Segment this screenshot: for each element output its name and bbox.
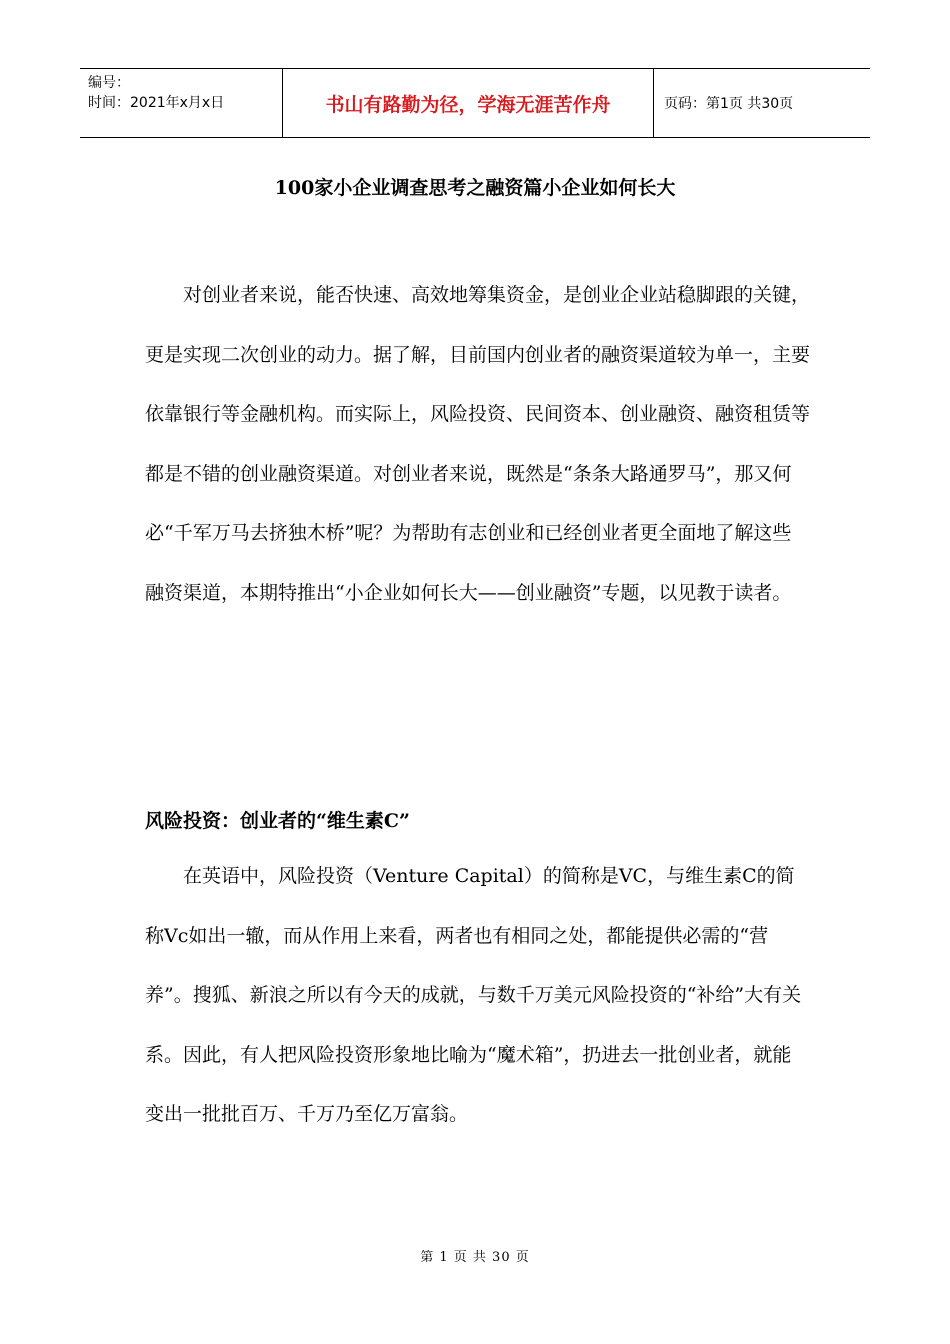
header-page-info <box>654 69 870 137</box>
motto-text: 书山有路勤为径，学海无涯苦作舟 <box>325 93 611 116</box>
header-meta <box>80 69 282 137</box>
document-header <box>80 68 870 138</box>
page-footer: 第 1 页 共 30 页 <box>420 1250 530 1265</box>
date-label: 时间：2021年x月x日 <box>88 95 225 111</box>
intro-paragraph: 对创业者来说，能否快速、高效地筹集资金，是创业企业站稳脚跟的关键，更是实现二次创业的动力。据了解，目前国内创业者的融资渠道较为单一，主要依靠银行等金融机构。而实际上，风险投资、民间资本、创业融资、融资租赁等都是不错的创业融资渠道。对创业者来说，既然是“条条大路通罗马”，那又何必“千军万马去挤独木桥”呢？为帮助有志创业和已经创业者更全面地了解这些融资渠道，本期特推出“小企业如何长大——创业融资”专题，以见教于读者。 <box>145 284 811 604</box>
body-paragraph: 在英语中，风险投资（Venture Capital）的简称是VC，与维生素C的简称Vc如出一辙，而从作用上来看，两者也有相同之处，都能提供必需的“营养”。搜狐、新浪之所以有今天的成就，与数千万美元风险投资的“补给”大有关系。因此，有人把风险投资形象地比喻为“魔术箱”，扔进去一批创业者，就能变出一批批百万、千万乃至亿万富翁。 <box>145 865 802 1125</box>
section-heading: 风险投资：创业者的“维生素C” <box>145 810 410 832</box>
document-title: 100家小企业调查思考之融资篇小企业如何长大 <box>274 177 676 199</box>
header-motto-cell <box>282 69 654 137</box>
number-label: 编号： <box>88 75 130 91</box>
page-info-text: 页码：第1页 共30页 <box>664 96 794 112</box>
